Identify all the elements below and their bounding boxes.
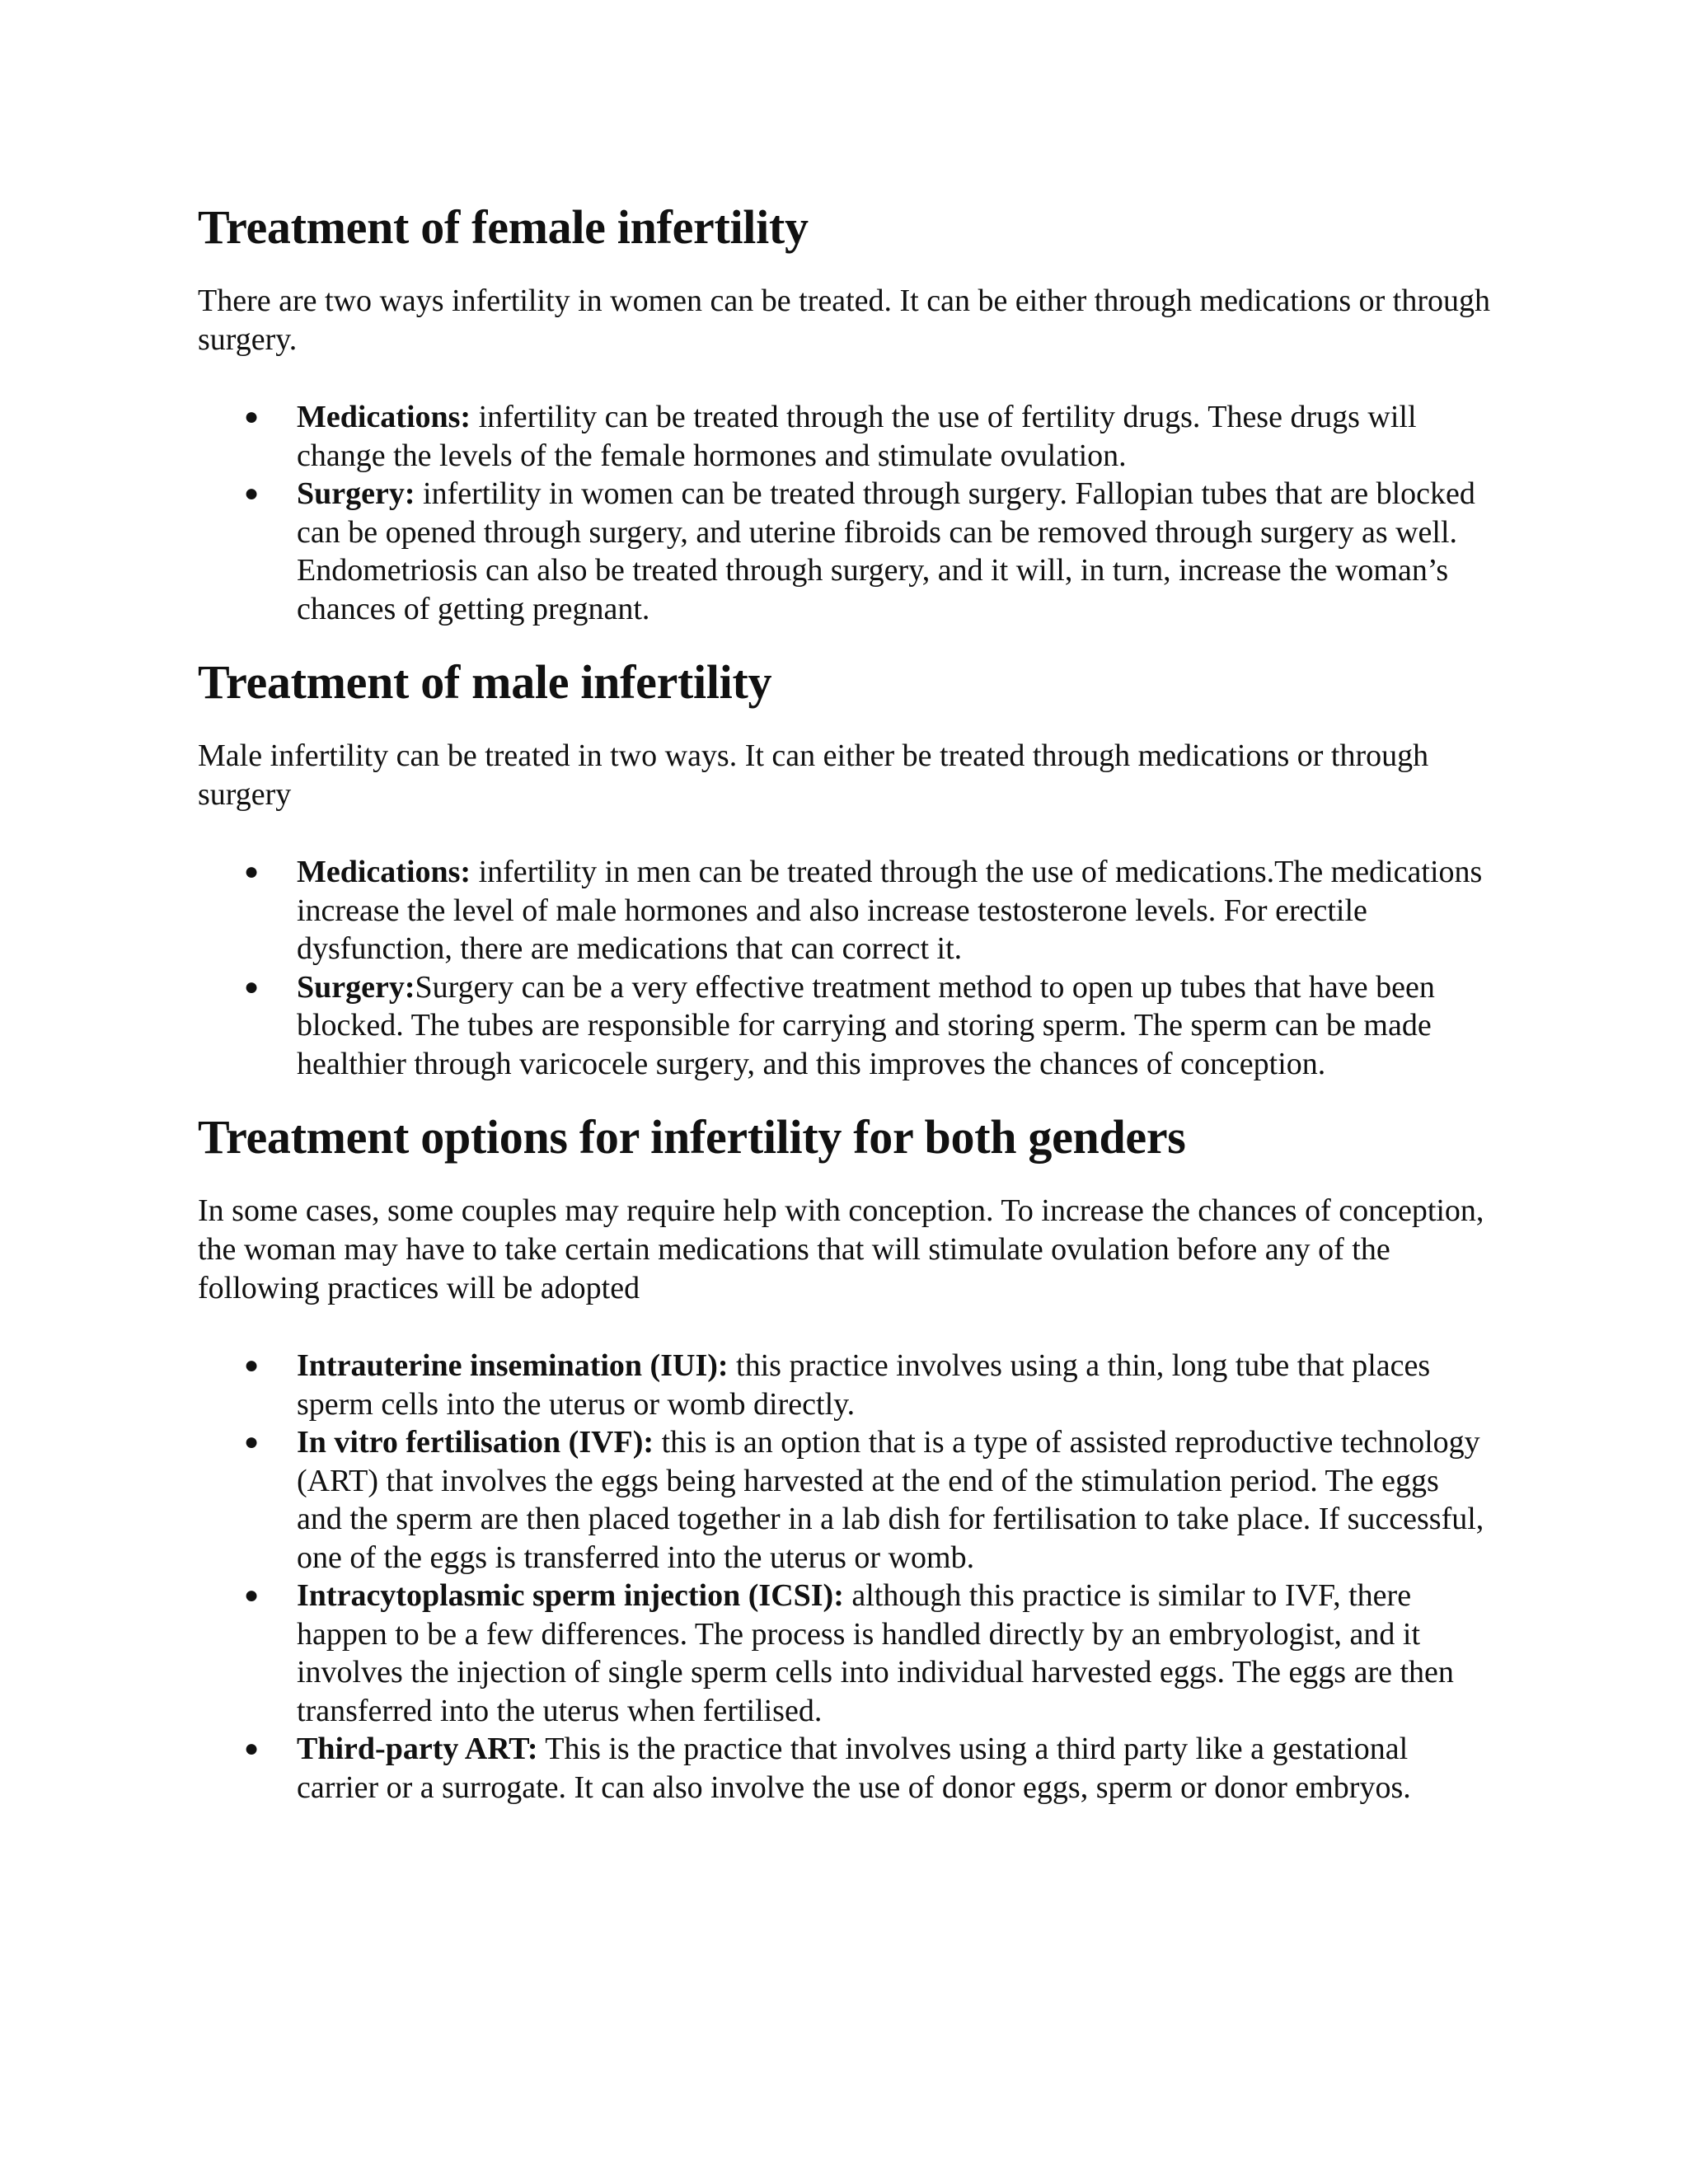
section-heading: Treatment of female infertility [198,200,809,254]
list-item-term: Intracytoplasmic sperm injection (ICSI): [297,1578,844,1613]
list-item-text: although this practice is similar to IVF, there happen to be a few differences. The process is handled directly by an embryologist, and it involves the injection of single sperm cells into individual harvested eggs. The eggs are then transferred into the uterus when fertilised. [297,1578,1454,1728]
section-intro: In some cases, some couples may require help with conception. To increase the chances of conception, the woman may have to take certain medications that will stimulate ovulation before any of the following practices will be adopted [198,1193,1484,1305]
list-item [244,1423,1492,1577]
section-both-genders [198,1108,1492,1807]
list-item-term: Medications: [297,400,471,434]
list-item-text: infertility in men can be treated through the use of medications.The medications increase the level of male hormones and also increase testosterone levels. For erectile dysfunction, there are medications that can correct it. [297,855,1483,966]
bullet-list [198,853,1492,1083]
list-item [244,475,1492,628]
list-item-text: infertility can be treated through the use of fertility drugs. These drugs will change the levels of the female hormones and stimulate ovulation. [297,400,1417,473]
bullet-icon: ● [244,1582,260,1609]
list-item-text: infertility in women can be treated through surgery. Fallopian tubes that are blocked can be opened through surgery, and uterine fibroids can be removed through surgery as well. Endometriosis can also be treated through surgery, and it will, in turn, increase the woman’s chances of getting pregnant. [297,476,1475,626]
bullet-icon: ● [244,480,260,507]
list-item-term: Surgery: [297,969,415,1005]
list-item [244,1347,1492,1423]
list-item-text: this is an option that is a type of assisted reproductive technology (ART) that involves the eggs being harvested at the end of the stimulation period. The eggs and the sperm are then placed together in a lab dish for fertilisation to take place. If successful, one of the eggs is transferred into the uterus or womb. [297,1425,1484,1575]
list-item-text: This is the practice that involves using a third party like a gestational carrier or a surrogate. It can also involve the use of donor eggs, sperm or donor embryos. [297,1732,1411,1805]
bullet-icon: ● [244,1735,260,1762]
bullet-list [198,1347,1492,1807]
list-item [244,968,1492,1084]
list-item-text: this practice involves using a thin, long tube that places sperm cells into the uterus or womb directly. [297,1348,1431,1422]
list-item-term: Third-party ART: [297,1732,538,1766]
bullet-list [198,398,1492,628]
list-item [244,398,1492,475]
list-item [244,1730,1492,1807]
bullet-icon: ● [244,1352,260,1379]
section-female-infertility [198,198,1492,628]
section-intro: There are two ways infertility in women can be treated. It can be either through medications or through surgery. [198,284,1491,357]
document-page [198,198,1492,1831]
list-item [244,1577,1492,1730]
list-item [244,853,1492,968]
section-intro: Male infertility can be treated in two ways. It can either be treated through medications or through surgery [198,738,1429,812]
list-item-term: In vitro fertilisation (IVF): [297,1425,654,1460]
section-heading: Treatment of male infertility [198,655,772,709]
list-item-term: Surgery: [297,476,415,511]
list-item-text: Surgery can be a very effective treatment method to open up tubes that have been blocked. The tubes are responsible for carrying and storing sperm. The sperm can be made healthier through varicocele surgery, and this improves the chances of conception. [297,969,1435,1081]
bullet-icon: ● [244,1428,260,1455]
section-male-infertility [198,653,1492,1083]
section-heading: Treatment options for infertility for both genders [198,1110,1186,1164]
list-item-term: Medications: [297,855,471,889]
list-item-term: Intrauterine insemination (IUI): [297,1348,729,1383]
bullet-icon: ● [244,858,260,885]
bullet-icon: ● [244,403,260,430]
bullet-icon: ● [244,972,260,1001]
